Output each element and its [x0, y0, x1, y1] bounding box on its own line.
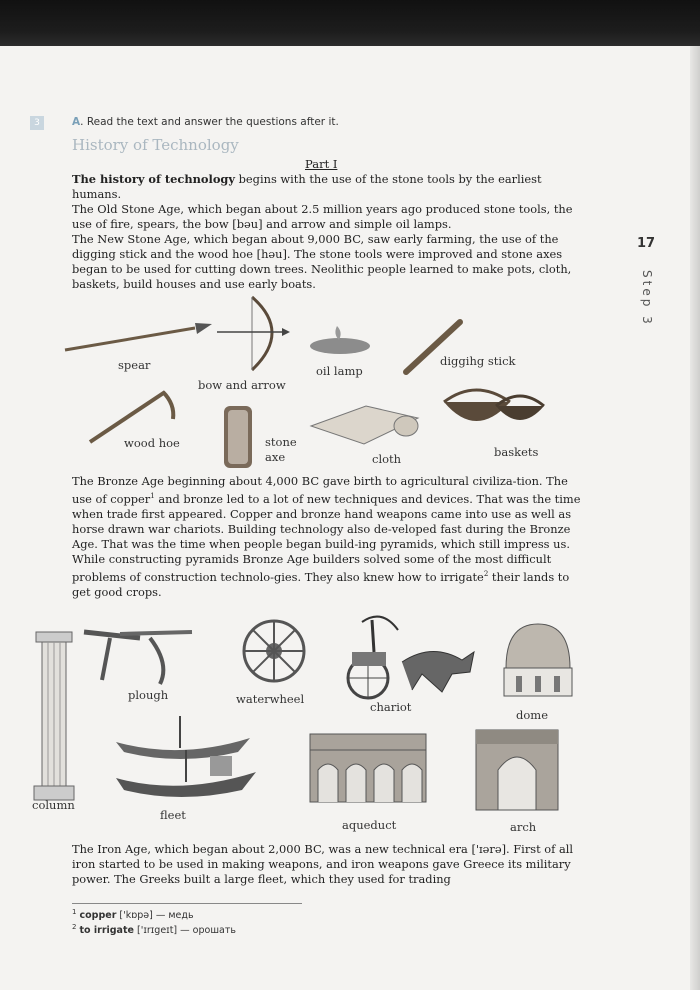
page-edge-shadow — [690, 46, 700, 990]
exercise-letter: A — [72, 116, 81, 128]
stone-axe-illustration — [218, 404, 258, 470]
bronze-s3: their lands to get good crops. — [72, 569, 570, 599]
intro-p1-rest: begins with the use of the stone tools by the earliest humans. — [72, 172, 542, 201]
footnote-divider — [72, 903, 302, 904]
exercise-number: 3 — [30, 116, 44, 130]
label-stone: stone — [265, 435, 297, 449]
column-illustration — [34, 630, 74, 802]
label-arch: arch — [510, 820, 537, 834]
label-dome: dome — [516, 708, 548, 722]
label-bow-and-arrow: bow and arrow — [198, 378, 286, 392]
bronze-age-text — [72, 474, 584, 600]
cloth-illustration — [306, 404, 426, 448]
label-baskets: baskets — [494, 445, 539, 459]
chariot-illustration — [342, 612, 482, 702]
label-oil-lamp: oil lamp — [316, 364, 363, 378]
footnote-2-translation: ['ɪrɪgeɪt] — орошать — [137, 925, 236, 937]
bronze-s1: The Bronze Age beginning about 4,000 BC gave birth to agricultural civiliza-tion. The use of copper — [72, 474, 568, 506]
bow-and-arrow-illustration — [212, 292, 292, 372]
step-label: Step 3 — [640, 270, 654, 327]
intro-text — [72, 172, 584, 292]
section-heading: History of Technology — [72, 136, 239, 154]
waterwheel-illustration — [238, 617, 310, 685]
fleet-illustration — [110, 712, 260, 802]
footnote-1-term: copper — [79, 910, 117, 922]
footnote-ref-2: 2 — [483, 569, 489, 578]
label-plough: plough — [128, 688, 169, 702]
label-aqueduct: aqueduct — [342, 818, 397, 832]
label-cloth: cloth — [372, 452, 402, 466]
dome-illustration — [500, 620, 576, 700]
arch-illustration — [472, 726, 562, 814]
label-digging-stick: diggihg stick — [440, 354, 516, 368]
spear-illustration — [60, 318, 220, 358]
plough-illustration — [80, 624, 200, 688]
footnote-2 — [72, 923, 236, 936]
page-number: 17 — [637, 236, 656, 251]
digging-stick-illustration — [398, 318, 468, 378]
footnote-2-term: to irrigate — [79, 925, 134, 937]
label-waterwheel: waterwheel — [236, 692, 305, 706]
label-axe: axe — [265, 450, 286, 464]
intro-p1 — [72, 172, 584, 202]
footnote-ref-1: 1 — [150, 492, 155, 500]
part-title: Part I — [305, 157, 338, 171]
aqueduct-illustration — [306, 724, 430, 808]
label-column: column — [32, 798, 75, 812]
exercise-instruction: A. Read the text and answer the questions after it. — [72, 116, 339, 128]
baskets-illustration — [440, 380, 550, 440]
label-fleet: fleet — [160, 808, 186, 822]
iron-age-text — [72, 842, 584, 887]
top-dark-band — [0, 0, 700, 46]
iron-age-paragraph: The Iron Age, which began about 2,000 BC, was a new technical era ['ɪərə]. First of all iron started to be used in making weapons, and iron weapons gave Greece its military power. The Greeks built a large fleet, which they used for trading — [72, 842, 574, 886]
oil-lamp-illustration — [305, 322, 375, 358]
bronze-s2: and bronze led to a lot of new techniques and devices. That was the time when trade first appeared. Copper and bronze hand weapons came into use as well as horse drawn war chariots. Building technology also de-veloped fast during the Bronze Age. That was the time when people began build-ing pyramids, which still impress us. While constructing pyramids Bronze Age builders solved some of the most difficult problems of construction technolo-gies. They also knew how to irrigate — [72, 491, 581, 584]
instruction-text: Read the text and answer the questions after it. — [86, 116, 339, 128]
footnote-1-translation: ['kɒpə] — медь — [119, 910, 194, 922]
footnote-1 — [72, 908, 194, 921]
intro-p3: The New Stone Age, which began about 9,000 BC, saw early farming, the use of the digging stick and the wood hoe [həu]. The stone tools were improved and stone axes began to be used for cutting down trees. Neolithic people learned to make pots, cloth, baskets, build houses and use early boats. — [72, 232, 572, 291]
bronze-age-paragraph — [72, 474, 584, 600]
label-chariot: chariot — [370, 700, 412, 714]
footnote-1-mark: 1 — [72, 908, 77, 916]
label-wood-hoe: wood hoe — [124, 436, 180, 450]
intro-p2: The Old Stone Age, which began about 2.5 million years ago produced stone tools, the use of fire, spears, the bow [bəu] and arrow and simple oil lamps. — [72, 202, 573, 231]
intro-p1-bold: The history of technology — [72, 172, 236, 186]
label-spear: spear — [118, 358, 151, 372]
footnote-2-mark: 2 — [72, 923, 77, 931]
